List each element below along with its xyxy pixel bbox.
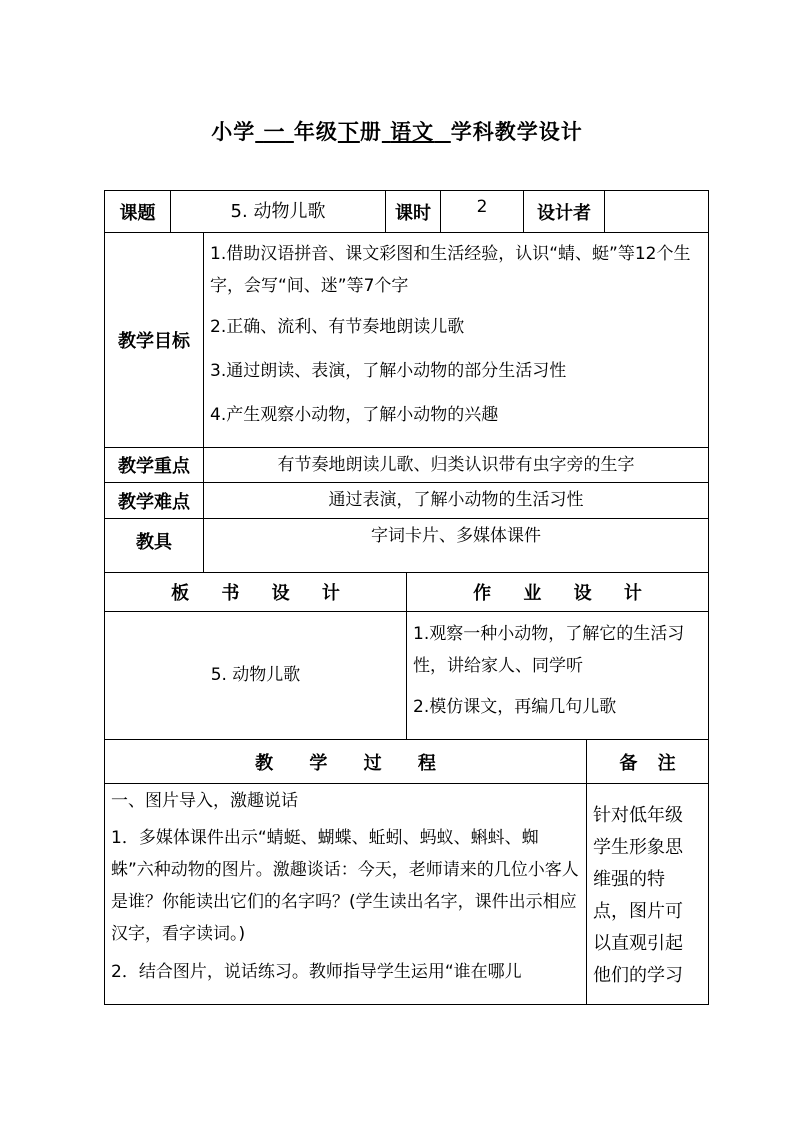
tools-value: 字词卡片、多媒体课件 xyxy=(371,526,541,546)
difficulties-label: 教学难点 xyxy=(118,491,190,513)
grade-value: 一 xyxy=(263,120,286,144)
homework-item: 1.观察一种小动物，了解它的生活习性，讲给家人、同学听 xyxy=(413,624,685,676)
tools-label: 教具 xyxy=(136,532,172,553)
process-content xyxy=(111,790,581,1002)
page-title xyxy=(0,116,794,146)
board-content: 5. 动物儿歌 xyxy=(210,665,301,686)
goal-item: 3.通过朗读、表演，了解小动物的部分生活习性 xyxy=(210,361,567,382)
term-value: 下 xyxy=(337,120,360,144)
title-grade-suffix: 年级 xyxy=(293,120,338,144)
title-term xyxy=(338,120,360,144)
title-prefix: 小学 xyxy=(211,120,256,144)
title-grade xyxy=(255,120,294,144)
topic-label: 课题 xyxy=(119,202,156,224)
key-points-label: 教学重点 xyxy=(118,456,190,477)
col-divider xyxy=(203,232,204,573)
goal-item: 4.产生观察小动物，了解小动物的兴趣 xyxy=(210,405,499,426)
homework-label: 作 业 设 计 xyxy=(473,583,642,604)
goals-label: 教学目标 xyxy=(118,331,190,352)
designer-label: 设计者 xyxy=(537,202,591,224)
goal-item: 2.正确、流利、有节奏地朗读儿歌 xyxy=(210,317,465,337)
table-border-bottom xyxy=(104,1004,709,1005)
process-heading: 一、图片导入，激趣说话 xyxy=(111,791,298,811)
homework-item: 2.模仿课文，再编几句儿歌 xyxy=(413,697,617,717)
period-value: 2 xyxy=(476,197,488,217)
topic-value: 5. 动物儿歌 xyxy=(230,200,326,222)
process-label: 教 学 过 程 xyxy=(255,752,436,774)
designer-value xyxy=(605,191,708,232)
table-border-right xyxy=(708,190,709,1005)
notes-label: 备 注 xyxy=(619,752,676,774)
process-paragraph: 2．结合图片，说话练习。教师指导学生运用“谁在哪儿 xyxy=(111,962,522,983)
period-label: 课时 xyxy=(395,202,431,224)
notes-content: 针对低年级学生形象思维强的特点，图片可以直观引起他们的学习 xyxy=(593,805,683,986)
process-paragraph: 1．多媒体课件出示“蜻蜓、蝴蝶、蚯蚓、蚂蚁、蝌蚪、蜘蛛”六种动物的图片。激趣谈话：今天，老师请来的几位小客人是谁？你能读出它们的名字吗？(学生读出名字，课件出示相应汉字，看字读词。) xyxy=(111,828,579,945)
goal-item: 1.借助汉语拼音、课文彩图和生活经验，认识“蜻、蜓”等12个生字，会写“间、迷”等7个字 xyxy=(210,244,691,296)
title-subject xyxy=(382,120,451,144)
row-divider xyxy=(104,783,709,784)
difficulties-value: 通过表演，了解小动物的生活习性 xyxy=(328,490,584,511)
key-points-value: 有节奏地朗读儿歌、归类认识带有虫字旁的生字 xyxy=(277,454,635,475)
title-term-suffix: 册 xyxy=(359,120,382,144)
board-label: 板 书 设 计 xyxy=(171,583,340,604)
subject-value: 语文 xyxy=(390,120,435,144)
goals-list xyxy=(210,238,702,426)
title-suffix: 学科教学设计 xyxy=(450,120,583,144)
homework-list xyxy=(413,618,703,718)
